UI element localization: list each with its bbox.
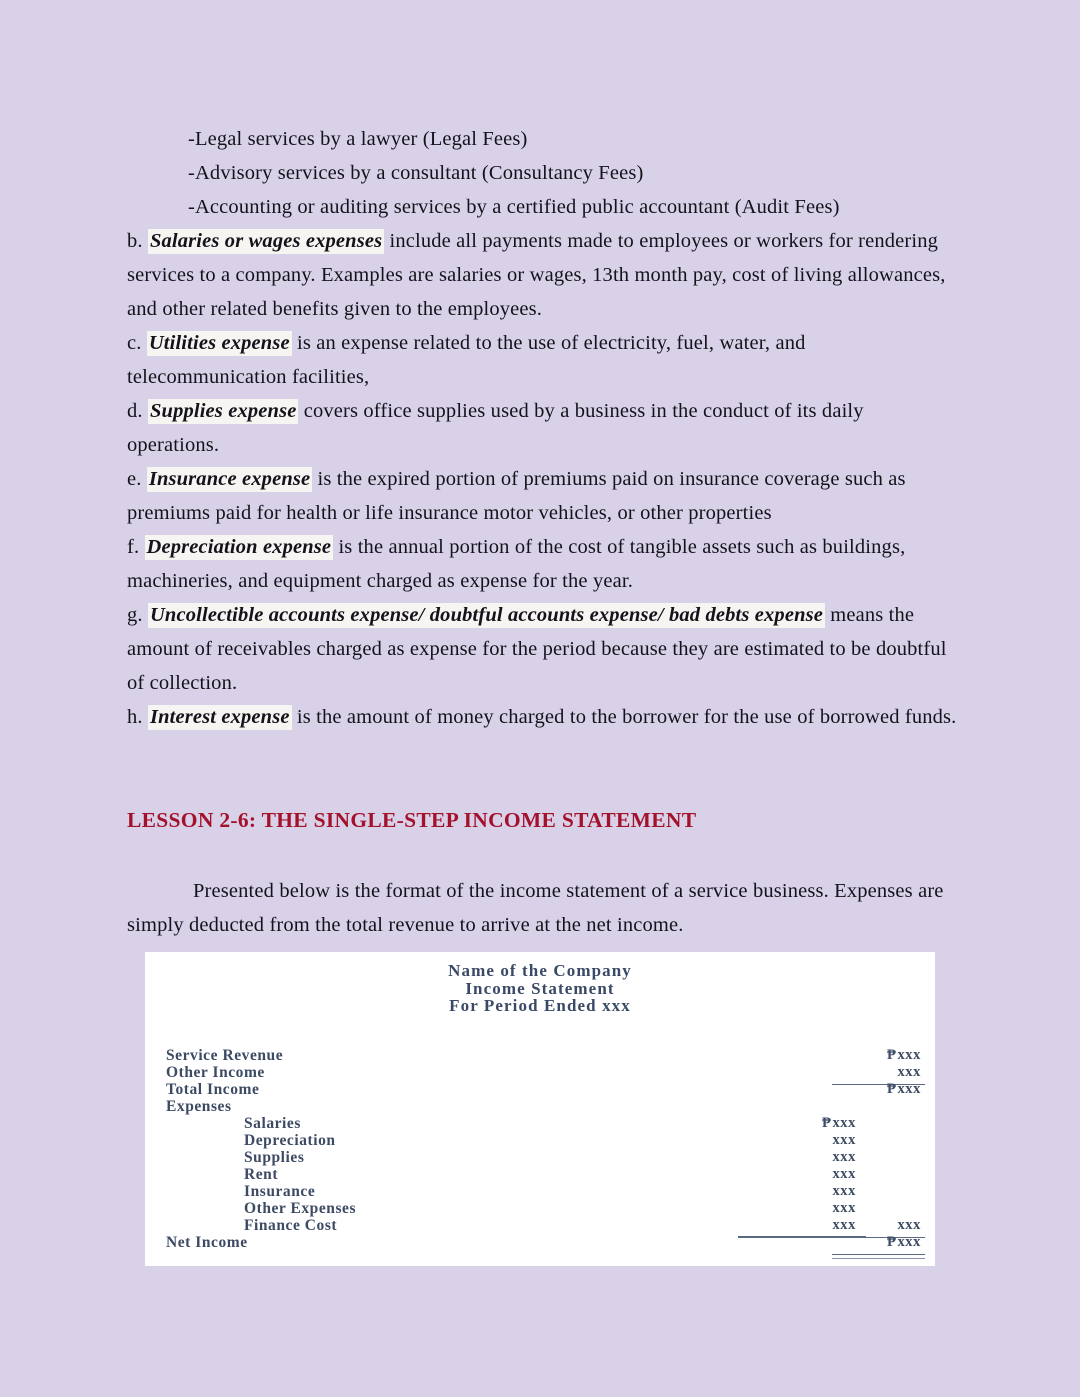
statement-row xyxy=(166,1098,921,1115)
definition-body: covers office supplies used by a business in the conduct of its daily operations. xyxy=(127,400,864,456)
definition-term: Supplies expense xyxy=(149,400,297,422)
definition-marker: e. xyxy=(127,468,142,490)
statement-row xyxy=(166,1200,921,1217)
lesson-intro-text: Presented below is the format of the income statement of a service business. Expenses are simply deducted from the total revenue to arrive at the net income. xyxy=(127,880,944,936)
definition-term: Salaries or wages expenses xyxy=(149,230,383,252)
income-statement-figure xyxy=(145,952,935,1266)
definition-marker: b. xyxy=(127,230,143,252)
definition-term: Depreciation expense xyxy=(146,536,332,558)
statement-row-label: Net Income xyxy=(166,1233,248,1251)
peso-sign-icon: ₱ xyxy=(886,1233,897,1250)
definition-body: is the annual portion of the cost of tangible assets such as buildings, machineries, and equipment charged as expense for the year. xyxy=(127,536,906,592)
lesson-intro-paragraph xyxy=(127,874,957,942)
statement-row xyxy=(166,1047,921,1064)
definition-item-d xyxy=(127,394,957,462)
statement-row xyxy=(166,1234,921,1251)
definition-marker: c. xyxy=(127,332,142,354)
bullet-line: -Advisory services by a consultant (Consultancy Fees) xyxy=(188,162,644,184)
statement-row-label: Service Revenue xyxy=(166,1046,284,1064)
definition-body: is an expense related to the use of electricity, fuel, water, and telecommunication facilities, xyxy=(127,332,806,388)
statement-title xyxy=(145,952,935,1015)
statement-row xyxy=(166,1081,921,1098)
definition-term: Interest expense xyxy=(149,706,290,728)
definition-body: is the amount of money charged to the borrower for the use of borrowed funds. xyxy=(291,706,957,728)
statement-row-label: Supplies xyxy=(244,1148,305,1166)
statement-row-label: Salaries xyxy=(244,1114,301,1132)
statement-row xyxy=(166,1132,921,1149)
statement-row xyxy=(166,1183,921,1200)
bullet-line: -Accounting or auditing services by a certified public accountant (Audit Fees) xyxy=(188,196,840,218)
statement-row-value-right: ₱xxx xyxy=(886,1080,921,1097)
definition-item-h xyxy=(127,700,957,734)
statement-row-label: Finance Cost xyxy=(244,1216,338,1234)
statement-row-value-right: xxx xyxy=(846,1064,921,1081)
definition-item-e xyxy=(127,462,957,530)
statement-row xyxy=(166,1166,921,1183)
statement-row-value-right: xxx xyxy=(846,1217,921,1234)
statement-row-value-mid: xxx xyxy=(766,1217,856,1234)
statement-row-label: Rent xyxy=(244,1165,279,1183)
statement-title-line-period: For Period Ended xxx xyxy=(449,996,631,1015)
definition-item-c xyxy=(127,326,957,394)
definition-body: include all payments made to employees or workers for rendering services to a company. Examples are salaries or wages, 13th month pay, cost of living allowances, and other related benefits given to the employees. xyxy=(127,230,946,320)
peso-sign-icon: ₱ xyxy=(821,1114,832,1131)
statement-row-label: Total Income xyxy=(166,1080,260,1098)
definition-term: Uncollectible accounts expense/ doubtful accounts expense/ bad debts expense xyxy=(149,604,824,626)
definition-item-f xyxy=(127,530,957,598)
statement-row xyxy=(166,1115,921,1132)
definition-term: Insurance expense xyxy=(148,468,311,490)
statement-row-value-mid: xxx xyxy=(832,1148,856,1165)
definition-marker: d. xyxy=(127,400,143,422)
bullet-line: -Legal services by a lawyer (Legal Fees) xyxy=(188,128,528,150)
statement-row-value-mid: xxx xyxy=(832,1182,856,1199)
statement-row-value-mid: xxx xyxy=(832,1131,856,1148)
statement-row-value-right: ₱xxx xyxy=(886,1046,921,1063)
definition-body: means the amount of receivables charged as expense for the period because they are estimated to be doubtful of collection. xyxy=(127,604,947,694)
statement-row-value-right: ₱xxx xyxy=(846,1234,921,1251)
definition-marker: f. xyxy=(127,536,140,558)
statement-row-value-mid: xxx xyxy=(832,1199,856,1216)
statement-row-value-mid: xxx xyxy=(832,1165,856,1182)
peso-sign-icon: ₱ xyxy=(886,1080,897,1097)
definition-item-g xyxy=(127,598,957,700)
statement-row-label: Depreciation xyxy=(244,1131,336,1149)
statement-row xyxy=(166,1064,921,1081)
statement-row xyxy=(166,1217,921,1234)
statement-row-label: Other Income xyxy=(166,1063,265,1081)
statement-row-value-mid: ₱xxx xyxy=(821,1114,856,1131)
definition-marker: g. xyxy=(127,604,143,626)
statement-rows xyxy=(145,1047,935,1251)
expense-definitions-block xyxy=(127,122,957,734)
definition-marker: h. xyxy=(127,706,143,728)
statement-row xyxy=(166,1149,921,1166)
peso-sign-icon: ₱ xyxy=(886,1046,897,1063)
statement-row-label: Insurance xyxy=(244,1182,316,1200)
lesson-heading: LESSON 2-6: THE SINGLE-STEP INCOME STATEMENT xyxy=(127,808,697,832)
statement-row-label: Other Expenses xyxy=(244,1199,357,1217)
definition-item-b xyxy=(127,224,957,326)
definition-body: is the expired portion of premiums paid on insurance coverage such as premiums paid for health or life insurance motor vehicles, or other properties xyxy=(127,468,906,524)
statement-row-label: Expenses xyxy=(166,1097,232,1115)
statement-title-line-report: Income Statement xyxy=(465,978,615,998)
statement-title-line-company: Name of the Company xyxy=(448,961,632,980)
definition-term: Utilities expense xyxy=(148,332,290,354)
